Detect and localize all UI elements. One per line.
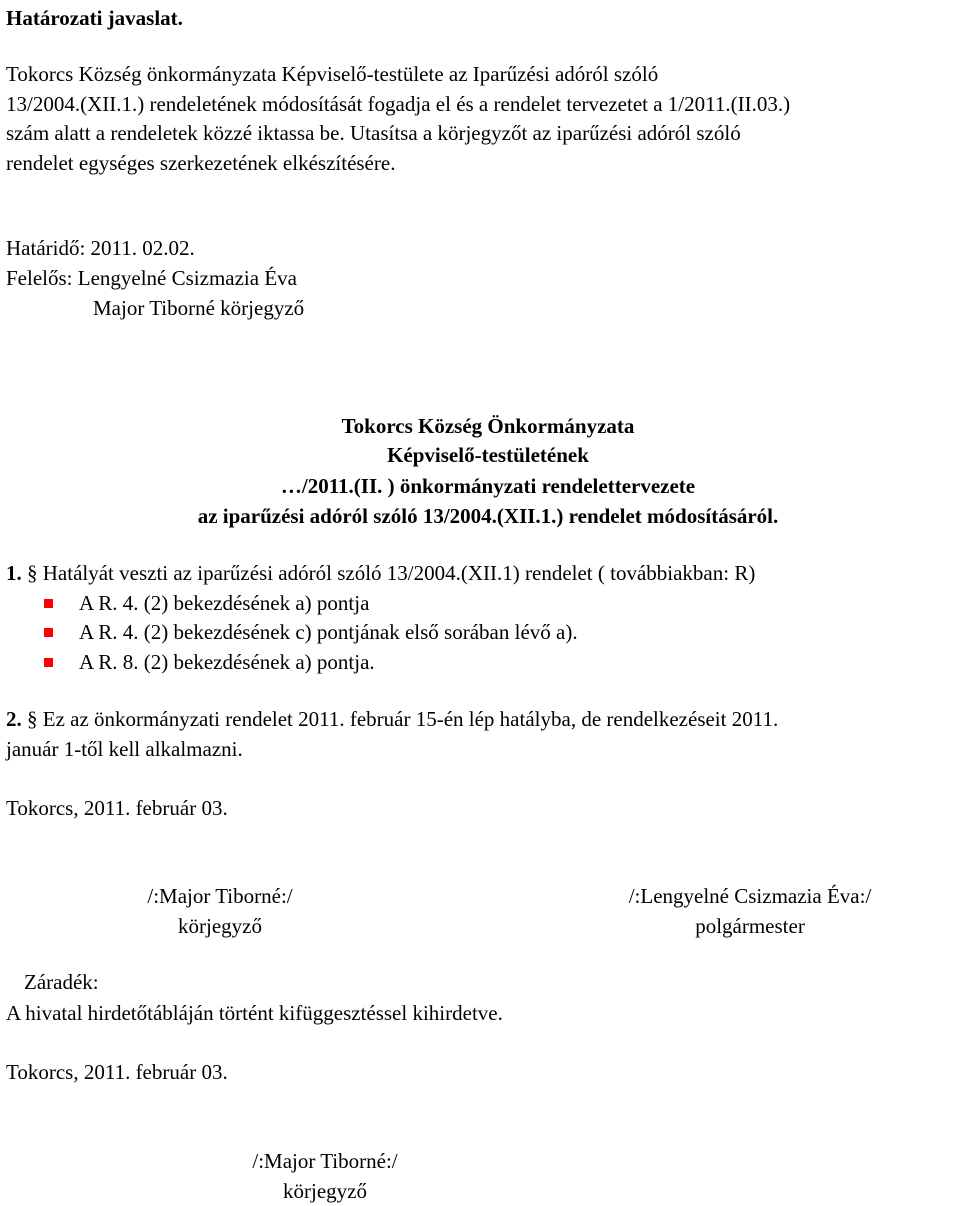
signature-left bbox=[80, 881, 360, 941]
list-item bbox=[44, 620, 578, 644]
list-item bbox=[44, 650, 375, 674]
final-signature bbox=[185, 1146, 465, 1206]
signature-left-name: /:Major Tiborné:/ bbox=[147, 884, 293, 908]
responsible-primary: Felelős: Lengyelné Csizmazia Éva bbox=[6, 266, 297, 290]
red-square-bullet-icon bbox=[44, 658, 53, 667]
section-2 bbox=[6, 707, 778, 731]
place-date-2: Tokorcs, 2011. február 03. bbox=[6, 1060, 228, 1084]
place-date: Tokorcs, 2011. február 03. bbox=[6, 796, 228, 820]
title-decree-draft: …/2011.(II. ) önkormányzati rendelettervezete bbox=[280, 474, 696, 498]
final-signature-role: körjegyző bbox=[283, 1179, 367, 1203]
clause-label: Záradék: bbox=[24, 970, 99, 994]
section-1-text: Hatályát veszti az iparűzési adóról szóló 13/2004.(XII.1) rendelet ( továbbiakban: R) bbox=[42, 561, 756, 585]
signature-right bbox=[595, 881, 905, 941]
title-body: Képviselő-testületének bbox=[387, 443, 589, 467]
red-square-bullet-icon bbox=[44, 628, 53, 637]
signature-right-role: polgármester bbox=[695, 914, 805, 938]
resolution-line-2: 13/2004.(XII.1.) rendeletének módosítását fogadja el és a rendelet tervezetet a 1/2011.(II.03.) bbox=[6, 92, 791, 116]
page-heading: Határozati javaslat. bbox=[6, 6, 183, 30]
section-1-number: 1. bbox=[6, 561, 22, 585]
section-sign-icon: § bbox=[27, 707, 38, 731]
list-item bbox=[44, 591, 369, 615]
list-item-text: A R. 4. (2) bekezdésének c) pontjának első sorában lévő a). bbox=[79, 620, 578, 644]
title-decree-subject: az iparűzési adóról szóló 13/2004.(XII.1.) rendelet módosításáról. bbox=[197, 504, 779, 528]
section-sign-icon: § bbox=[27, 561, 38, 585]
section-2-text-continued: január 1-től kell alkalmazni. bbox=[6, 737, 243, 761]
red-square-bullet-icon bbox=[44, 599, 53, 608]
list-item-text: A R. 4. (2) bekezdésének a) pontja bbox=[79, 591, 370, 615]
resolution-line-4: rendelet egységes szerkezetének elkészítésére. bbox=[6, 151, 396, 175]
signature-left-role: körjegyző bbox=[178, 914, 262, 938]
final-signature-name: /:Major Tiborné:/ bbox=[252, 1149, 398, 1173]
resolution-line-1: Tokorcs Község önkormányzata Képviselő-testülete az Iparűzési adóról szóló bbox=[6, 62, 659, 86]
section-2-text: Ez az önkormányzati rendelet 2011. február 15-én lép hatályba, de rendelkezéseit 2011. bbox=[42, 707, 779, 731]
clause-text: A hivatal hirdetőtábláján történt kifüggesztéssel kihirdetve. bbox=[6, 1001, 503, 1025]
resolution-line-3: szám alatt a rendeletek közzé iktassa be. Utasítsa a körjegyzőt az iparűzési adóról szóló bbox=[6, 121, 741, 145]
list-item-text: A R. 8. (2) bekezdésének a) pontja. bbox=[79, 650, 375, 674]
section-2-number: 2. bbox=[6, 707, 22, 731]
section-1 bbox=[6, 561, 755, 585]
signature-right-name: /:Lengyelné Csizmazia Éva:/ bbox=[628, 884, 872, 908]
title-municipality: Tokorcs Község Önkormányzata bbox=[341, 414, 635, 438]
responsible-secondary: Major Tiborné körjegyző bbox=[93, 296, 305, 320]
deadline: Határidő: 2011. 02.02. bbox=[6, 236, 195, 260]
